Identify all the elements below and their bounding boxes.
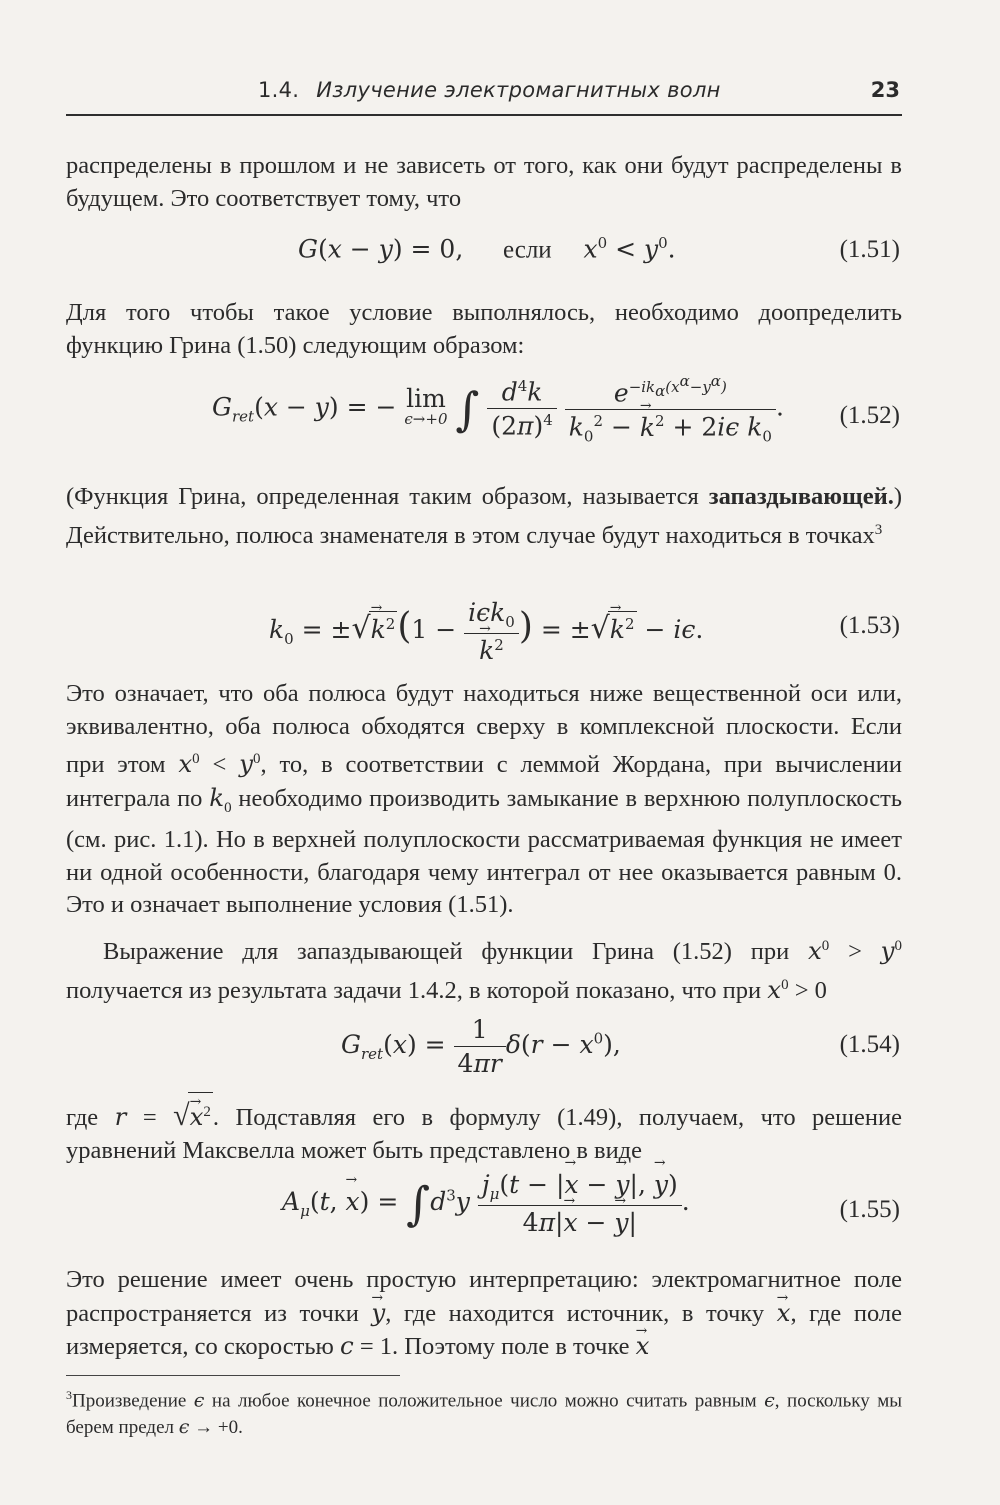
paragraph-7-text-c: , где поле измеряется, со скоростью xyxy=(66,1299,902,1360)
paragraph-5-text-a: Выражение для запаздывающей функции Грина (1.52) при xyxy=(103,938,808,966)
footnote-rule xyxy=(66,1375,400,1376)
paragraph-3 xyxy=(66,481,902,552)
paragraph-7-text-d: . Поэтому поле в точке xyxy=(392,1333,636,1360)
equation-1-55-body: $A_\mu(t$, → $x) = \int d^3y$ $\frac{j_\mu(t - |\to x - \to y|, \to y)}{4\pi|\to x - \to y|}$ . xyxy=(282,1170,690,1237)
footnote-text-b: на любое конечное положительное число можно считать равным xyxy=(204,1390,765,1412)
footnote-text-c: , поскольку мы берем предел xyxy=(66,1390,902,1439)
footnote-number: 3 xyxy=(66,1388,72,1402)
equation-1-55 xyxy=(66,1170,902,1250)
paragraph-3-text-a: (Функция Грина, определенная таким образом, называется xyxy=(66,483,709,510)
equation-1-52 xyxy=(66,372,902,462)
equation-number: (1.52) xyxy=(839,402,900,429)
paragraph-2: Для того чтобы такое условие выполнялось, необходимо доопределить функцию Грина (1.50) следующим образом: xyxy=(66,299,902,359)
equation-1-53 xyxy=(66,598,902,668)
equation-number: (1.53) xyxy=(839,612,900,639)
section-title: Излучение электромагнитных волн xyxy=(316,78,721,102)
paragraph-4-text-c: необходимо производить замыкание в верхнюю полуплоскость (см. рис. 1.1). Но в верхней полуплоскости рассматриваемая функция не имеет ни одной особенности, благодаря чему интеграл от нее оказывается равным 0. Это и означает выполнение условия (1.51). xyxy=(66,784,902,919)
equation-1-52-body: $G_{ret}(x - y)$ = − lim ϵ→+0 ∫ $\frac{d^4k}{(2\pi)^4}$ $\frac{e^{-ik_\alpha(x^\alpha-y^\alpha)}}{k_0^2 - \to k^2 + 2i\epsilon k_0}$ . xyxy=(212,372,784,446)
page-number: 23 xyxy=(870,78,900,102)
footnote-text-a: Произведение xyxy=(72,1390,194,1412)
paragraph-4-text-a: Это означает, что оба полюса будут находиться ниже вещественной оси или, эквивалентно, оба полюса обходятся сверху в комплексной плоскости. Если при этом xyxy=(66,680,902,779)
paragraph-4: Это означает, что оба полюса будут находиться ниже вещественной оси или, эквивалентно, оба полюса обходятся сверху в комплексной плоскости. Если при этом $x^0 < y^0$, то, в соответствии с леммой Жордана, при вычислении интеграла по $k_0$ необходимо производить замыкание в верхнюю полуплоскость (см. рис. 1.1). Но в верхней полуплоскости рассматриваемая функция не имеет ни одной особенности, благодаря чему интеграл от нее оказывается равным 0. Это и означает выполнение условия (1.51). xyxy=(66,680,903,919)
paragraph-6: где r = √→ $x^2$. Подставляя его в формулу (1.49), получаем, что решение уравнений Максвелла может быть представлено в виде xyxy=(66,1092,902,1167)
paragraph-6-text-b: . Подставляя его в формулу (1.49), получаем, что решение уравнений Максвелла может быть представлено в виде xyxy=(66,1104,902,1164)
paragraph-7-text-a: Это решение имеет очень простую интерпретацию: электромагнитное поле распространяется из точки xyxy=(66,1266,902,1327)
footnote-mark: 3 xyxy=(874,521,883,538)
condition-word: если xyxy=(503,236,552,264)
paragraph-5: Выражение для запаздывающей функции Грина (1.52) при $x^0 > y^0$ получается из результата задачи 1.4.2, в которой показано, что при $x^0 > 0$ xyxy=(66,936,902,1004)
equation-1-54-body: $G_{ret}(x)$ = $\frac{1}{4\pi r}$ $\delta(r - x^0)$, xyxy=(341,1015,621,1078)
footnote: $^3$Произведение ϵ на любое конечное положительное число можно считать равным ϵ, поскольку мы берем предел ϵ → +0. xyxy=(66,1388,902,1439)
running-header xyxy=(66,74,902,116)
paragraph-5-text-b: получается из результата задачи 1.4.2, в которой показано, что при xyxy=(66,976,768,1004)
header-section xyxy=(258,78,721,102)
paragraph-4-text-b: , то, в соответствии с леммой Жордана, при вычислении интеграла по xyxy=(66,751,903,812)
paragraph-1: распределены в прошлом и не зависеть от того, как они будут распределены в будущем. Это соответствует тому, что xyxy=(66,152,902,212)
paragraph-3-text-b: ) Действительно, полюса знаменателя в этом случае будут находиться в точках xyxy=(66,483,902,549)
equation-1-53-body: $k_0$ = ±√→ $k^2(1$ − iϵk$_0$ → $k^2$ ) = ±√→ $k^2 - i\epsilon$. xyxy=(269,598,703,665)
term-retarded: запаздывающей. xyxy=(708,483,894,510)
equation-1-51-body: G(x − y) = 0, если $x^0 < y^0$. xyxy=(298,234,676,264)
equation-1-51 xyxy=(66,234,902,274)
paragraph-6-text-a: где xyxy=(66,1104,115,1132)
equation-number: (1.54) xyxy=(839,1031,900,1058)
equation-number: (1.51) xyxy=(839,236,900,263)
equation-1-54 xyxy=(66,1015,902,1085)
paragraph-7: Это решение имеет очень простую интерпретацию: электромагнитное поле распространяется из точки → y, где находится источник, в точку → x, где поле измеряется, со скоростью c = 1. Поэтому поле в точке → x xyxy=(66,1264,902,1364)
equation-number: (1.55) xyxy=(839,1196,900,1223)
paragraph-7-text-b: , где находится источник, в точку xyxy=(385,1299,777,1327)
section-number: 1.4. xyxy=(258,78,300,102)
